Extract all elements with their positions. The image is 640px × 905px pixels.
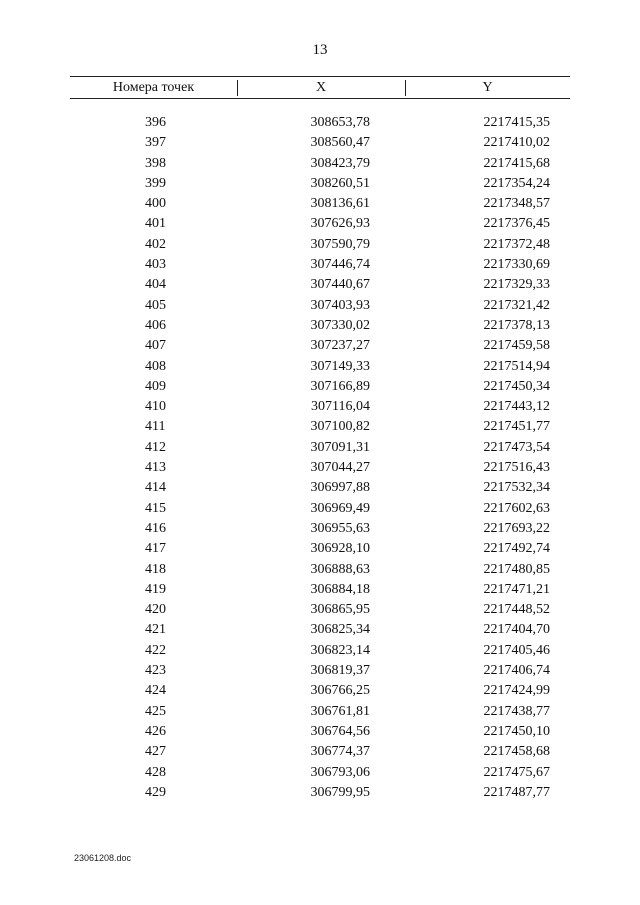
table-row [70, 195, 570, 215]
y-coordinate: 2217405,46 [483, 642, 550, 658]
table-row [70, 358, 570, 378]
table-row [70, 114, 570, 134]
table-row [70, 581, 570, 601]
y-coordinate: 2217378,13 [483, 317, 550, 333]
table-row [70, 337, 570, 357]
point-number: 428 [145, 764, 166, 780]
y-coordinate: 2217480,85 [483, 561, 550, 577]
y-coordinate: 2217459,58 [483, 338, 550, 354]
y-coordinate: 2217450,34 [483, 378, 550, 394]
y-coordinate: 2217438,77 [483, 703, 550, 719]
x-coordinate: 308423,79 [310, 155, 370, 171]
x-coordinate: 306865,95 [310, 602, 370, 618]
x-coordinate: 306823,14 [310, 642, 370, 658]
table-row [70, 459, 570, 479]
y-coordinate: 2217602,63 [483, 500, 550, 516]
point-number: 403 [145, 257, 166, 273]
point-number: 406 [145, 317, 166, 333]
y-coordinate: 2217406,74 [483, 663, 550, 679]
point-number: 427 [145, 744, 166, 760]
x-coordinate: 306793,06 [310, 764, 370, 780]
x-coordinate: 306764,56 [310, 723, 370, 739]
y-coordinate: 2217404,70 [483, 622, 550, 638]
table-row [70, 378, 570, 398]
point-number: 404 [145, 277, 166, 293]
y-coordinate: 2217443,12 [483, 399, 550, 415]
x-coordinate: 307626,93 [310, 216, 370, 232]
y-coordinate: 2217448,52 [483, 602, 550, 618]
y-coordinate: 2217450,10 [483, 723, 550, 739]
point-number: 401 [145, 216, 166, 232]
point-number: 399 [145, 175, 166, 191]
y-coordinate: 2217693,22 [483, 520, 550, 536]
table-row [70, 317, 570, 337]
x-coordinate: 306799,95 [310, 784, 370, 800]
point-number: 426 [145, 723, 166, 739]
page-number: 13 [312, 42, 328, 58]
x-coordinate: 307166,89 [310, 378, 370, 394]
point-number: 421 [145, 622, 166, 638]
table-row [70, 418, 570, 438]
y-coordinate: 2217487,77 [483, 784, 550, 800]
table-row [70, 155, 570, 175]
y-coordinate: 2217532,34 [483, 480, 550, 496]
x-coordinate: 308136,61 [310, 196, 370, 212]
x-coordinate: 306825,34 [310, 622, 370, 638]
x-coordinate: 306969,49 [310, 500, 370, 516]
table-row [70, 621, 570, 641]
y-coordinate: 2217376,45 [483, 216, 550, 232]
point-number: 408 [145, 358, 166, 374]
x-coordinate: 306955,63 [310, 520, 370, 536]
point-number: 420 [145, 602, 166, 618]
x-coordinate: 307044,27 [310, 460, 370, 476]
y-coordinate: 2217471,21 [483, 581, 550, 597]
y-coordinate: 2217410,02 [483, 135, 550, 151]
x-coordinate: 306766,25 [310, 683, 370, 699]
table-row [70, 540, 570, 560]
x-coordinate: 306774,37 [310, 744, 370, 760]
table-header [70, 76, 570, 99]
table-row [70, 784, 570, 804]
y-coordinate: 2217329,33 [483, 277, 550, 293]
point-number: 405 [145, 297, 166, 313]
x-coordinate: 306888,63 [310, 561, 370, 577]
y-coordinate: 2217348,57 [483, 196, 550, 212]
x-coordinate: 307330,02 [310, 317, 370, 333]
y-coordinate: 2217473,54 [483, 439, 550, 455]
x-coordinate: 307446,74 [310, 257, 370, 273]
table-row [70, 398, 570, 418]
point-number: 416 [145, 520, 166, 536]
table-row [70, 662, 570, 682]
table-row [70, 682, 570, 702]
y-coordinate: 2217475,67 [483, 764, 550, 780]
table-row [70, 439, 570, 459]
point-number: 412 [145, 439, 166, 455]
table-row [70, 764, 570, 784]
x-coordinate: 308260,51 [310, 175, 370, 191]
table-row [70, 479, 570, 499]
y-coordinate: 2217415,68 [483, 155, 550, 171]
table-row [70, 703, 570, 723]
point-number: 415 [145, 500, 166, 516]
y-coordinate: 2217415,35 [483, 115, 550, 130]
table-row [70, 500, 570, 520]
y-coordinate: 2217516,43 [483, 460, 550, 476]
table-row [70, 723, 570, 743]
column-header-point-numbers: Номера точек [112, 80, 195, 95]
point-number: 397 [145, 135, 166, 151]
y-coordinate: 2217492,74 [483, 541, 550, 557]
point-number: 425 [145, 703, 166, 719]
x-coordinate: 308560,47 [310, 135, 370, 151]
y-coordinate: 2217354,24 [483, 175, 550, 191]
point-number: 422 [145, 642, 166, 658]
x-coordinate: 307149,33 [310, 358, 370, 374]
point-number: 396 [145, 115, 166, 130]
point-number: 417 [145, 541, 166, 557]
table-row [70, 215, 570, 235]
coordinates-table-body [70, 114, 570, 804]
document-filename: 23061208.doc [74, 853, 132, 863]
x-coordinate: 306761,81 [310, 703, 370, 719]
point-number: 423 [145, 663, 166, 679]
x-coordinate: 306884,18 [310, 581, 370, 597]
x-coordinate: 307403,93 [310, 297, 370, 313]
point-number: 400 [145, 196, 166, 212]
point-number: 424 [145, 683, 166, 699]
table-row [70, 175, 570, 195]
point-number: 418 [145, 561, 166, 577]
x-coordinate: 307590,79 [310, 236, 370, 252]
table-row [70, 520, 570, 540]
y-coordinate: 2217458,68 [483, 744, 550, 760]
table-row [70, 743, 570, 763]
point-number: 407 [145, 338, 166, 354]
point-number: 409 [145, 378, 166, 394]
table-row [70, 642, 570, 662]
column-header-y: Y [482, 80, 493, 95]
y-coordinate: 2217330,69 [483, 257, 550, 273]
point-number: 429 [145, 784, 166, 800]
x-coordinate: 307116,04 [311, 399, 370, 415]
y-coordinate: 2217372,48 [483, 236, 550, 252]
point-number: 398 [145, 155, 166, 171]
x-coordinate: 306928,10 [310, 541, 370, 557]
table-row [70, 297, 570, 317]
table-row [70, 236, 570, 256]
point-number: 402 [145, 236, 166, 252]
x-coordinate: 308653,78 [310, 115, 370, 130]
table-row [70, 601, 570, 621]
table-row [70, 134, 570, 154]
x-coordinate: 307237,27 [310, 338, 370, 354]
point-number: 410 [145, 399, 166, 415]
point-number: 413 [145, 460, 166, 476]
x-coordinate: 307440,67 [310, 277, 370, 293]
y-coordinate: 2217451,77 [483, 419, 550, 435]
y-coordinate: 2217514,94 [483, 358, 550, 374]
x-coordinate: 306819,37 [310, 663, 370, 679]
point-number: 411 [145, 419, 166, 435]
x-coordinate: 307091,31 [310, 439, 370, 455]
table-row [70, 256, 570, 276]
table-row [70, 276, 570, 296]
point-number: 414 [145, 480, 166, 496]
y-coordinate: 2217321,42 [483, 297, 550, 313]
x-coordinate: 307100,82 [310, 419, 370, 435]
y-coordinate: 2217424,99 [483, 683, 550, 699]
x-coordinate: 306997,88 [310, 480, 370, 496]
column-header-x: X [315, 80, 327, 95]
point-number: 419 [145, 581, 166, 597]
table-row [70, 561, 570, 581]
